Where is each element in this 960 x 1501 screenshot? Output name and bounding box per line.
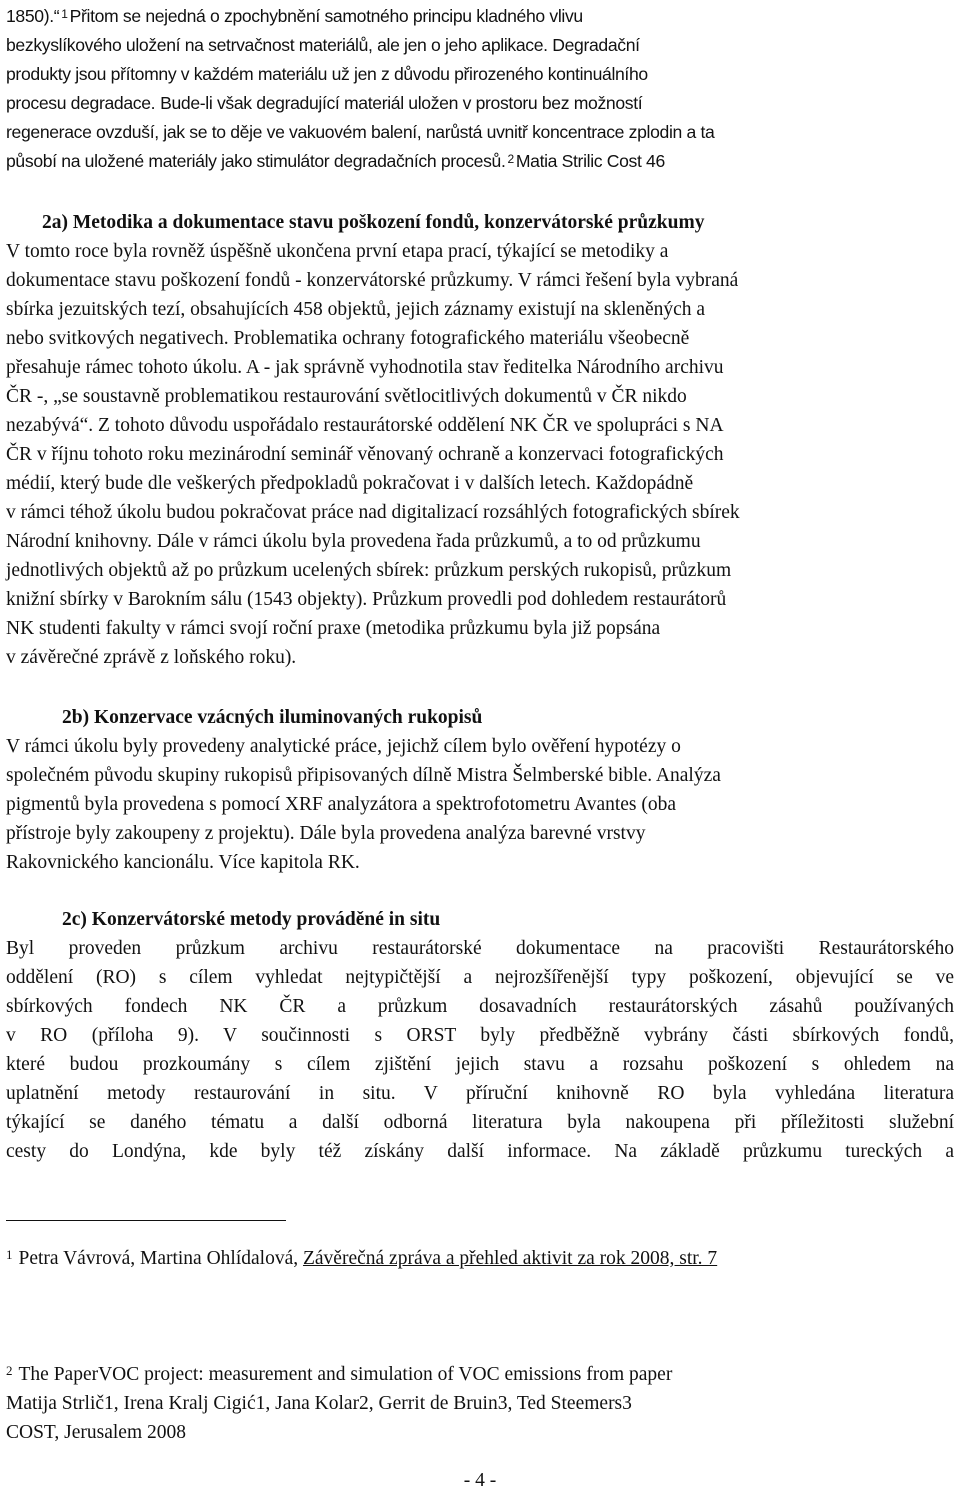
section-2c <box>6 905 954 1166</box>
footnote-1 <box>6 1244 954 1273</box>
text-line: přístroje byly zakoupeny z projektu). Dále byla provedena analýza barevné vrstvy <box>6 823 646 844</box>
text-line: v rámci téhož úkolu budou pokračovat práce nad digitalizací rozsáhlých fotografických sbírek <box>6 502 740 523</box>
text-line: působí na uložené materiály jako stimulátor degradačních procesů. $^2$ Matia Strilic Cost 46 <box>6 151 665 171</box>
footnote-title-link[interactable]: Závěrečná zpráva a přehled aktivit za rok 2008, str. 7 <box>302 1248 718 1269</box>
text-line: v závěrečné zprávě z loňského roku). <box>6 647 297 668</box>
text-line: Rakovnického kancionálu. Více kapitola RK. <box>6 852 360 873</box>
text-line: NK studenti fakulty v rámci svojí roční praxe (metodika průzkumu byla již popsána <box>6 618 661 639</box>
text-line: V rámci úkolu byly provedeny analytické práce, jejichž cílem bylo ověření hypotézy o <box>6 736 681 757</box>
text-line: produkty jsou přítomny v každém materiálu už jen z důvodu přirozeného kontinuálního <box>6 64 648 84</box>
text-line: přesahuje rámec tohoto úkolu. A - jak správně vyhodnotila stav ředitelka Národního archivu <box>6 357 724 378</box>
footnote-rule <box>6 1220 286 1221</box>
text-line: sbírka jezuitských tezí, obsahujících 458 objektů, jejich záznamy existují na skleněných a <box>6 299 706 320</box>
text-line: dokumentace stavu poškození fondů - konzervátorské průzkumy. V rámci řešení byla vybraná <box>6 270 739 291</box>
text-line: které budou prozkoumány s cílem zjištění jejich stavu a rozsahu poškození s ohledem na <box>6 1054 954 1075</box>
text-line: pigmentů byla provedena s pomocí XRF analyzátora a spektrofotometru Avantes (oba <box>6 794 677 815</box>
text-line: ČR v říjnu tohoto roku mezinárodní seminář věnovaný ochraně a konzervaci fotografických <box>6 444 724 465</box>
footnote-2 <box>6 1360 954 1447</box>
text-line: uplatnění metody restaurování in situ. V příruční knihovně RO byla vyhledána literatura <box>6 1083 954 1104</box>
footnote-text: Matija Strlič1, Irena Kralj Cigić1, Jana Kolar2, Gerrit de Bruin3, Ted Steemers3 <box>6 1393 632 1414</box>
footnote-ref[interactable]: 2 <box>507 152 514 166</box>
quote-end: 1850).“ <box>6 6 60 26</box>
section-2b <box>6 703 954 877</box>
section-heading: 2b) Konzervace vzácných iluminovaných rukopisů <box>62 707 483 728</box>
footnote-number: 1 <box>6 1247 13 1262</box>
section-heading: 2a) Metodika a dokumentace stavu poškození fondů, konzervátorské průzkumy <box>42 212 705 233</box>
text-line: nezabývá“. Z tohoto důvodu uspořádalo restaurátorské oddělení NK ČR ve spolupráci s NA <box>6 415 724 436</box>
text-line: Byl proveden průzkum archivu restaurátorské dokumentace na pracovišti Restaurátorského <box>6 938 954 959</box>
text-line: nebo svitkových negativech. Problematika ochrany fotografického materiálu všeobecně <box>6 328 690 349</box>
section-heading: 2c) Konzervátorské metody prováděné in situ <box>62 909 441 930</box>
text-line: 1850).“ $^1$ Přitom se nejedná o zpochybnění samotného principu kladného vlivu <box>6 6 583 26</box>
text-line: ČR -, „se soustavně problematikou restaurování světlocitlivých dokumentů v ČR nikdo <box>6 386 687 407</box>
section-2a <box>6 208 954 672</box>
top-paragraph <box>6 2 954 176</box>
footnote-text: COST, Jerusalem 2008 <box>6 1422 186 1443</box>
text-line: sbírkových fondech NK ČR a průzkum dosavadních restaurátorských zásahů používaných <box>6 996 954 1017</box>
text-line: jednotlivých objektů až po průzkum ucelených sbírek: průzkum perských rukopisů, průzkum <box>6 560 732 581</box>
text-line: cesty do Londýna, kde byly též získány další informace. Na základě průzkumu tureckých a <box>6 1141 954 1162</box>
page-number: - 4 - <box>463 1470 497 1491</box>
footnote-number: 2 <box>6 1363 13 1378</box>
footnote-authors: Petra Vávrová, Martina Ohlídalová, <box>18 1248 303 1269</box>
section-body <box>6 237 954 672</box>
text-line: knižní sbírky v Barokním sálu (1543 objekty). Průzkum provedli pod dohledem restaurátorů <box>6 589 727 610</box>
text-line: regenerace ovzduší, jak se to děje ve vakuovém balení, narůstá uvnitř koncentrace zplodin a ta <box>6 122 715 142</box>
text-line: oddělení (RO) s cílem vyhledat nejtypičtější a nejrozšířenější typy poškození, objevující se ve <box>6 967 954 988</box>
text-line: bezkyslíkového uložení na setrvačnost materiálů, ale jen o jeho aplikace. Degradační <box>6 35 640 55</box>
text-line: v RO (příloha 9). V součinnosti s ORST byly předběžně vybrány části sbírkových fondů, <box>6 1025 954 1046</box>
section-body <box>6 732 954 877</box>
text-line: procesu degradace. Bude-li však degradující materiál uložen v prostoru bez možností <box>6 93 643 113</box>
text-line: Národní knihovny. Dále v rámci úkolu byla provedena řada průzkumů, a to od průzkumu <box>6 531 701 552</box>
footnote-ref[interactable]: 1 <box>61 7 68 21</box>
text-line: V tomto roce byla rovněž úspěšně ukončena první etapa prací, týkající se metodiky a <box>6 241 669 262</box>
text-line: týkající se daného tématu a další odborná literatura byla nakoupena při příležitosti služební <box>6 1112 954 1133</box>
section-body <box>6 934 954 1166</box>
footnote-text: The PaperVOC project: measurement and simulation of VOC emissions from paper <box>18 1364 673 1385</box>
text-line: médií, který bude dle veškerých předpokladů pokračovat i v dalších letech. Každopádně <box>6 473 694 494</box>
text-line: společném původu skupiny rukopisů připisovaných dílně Mistra Šelmberské bible. Analýza <box>6 765 721 786</box>
